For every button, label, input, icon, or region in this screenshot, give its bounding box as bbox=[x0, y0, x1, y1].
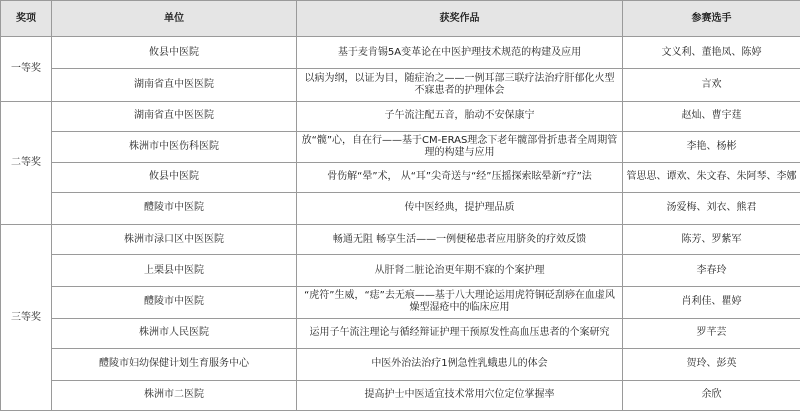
unit-cell: 株洲市二医院 bbox=[52, 380, 297, 410]
unit-cell: 攸县中医院 bbox=[52, 37, 297, 69]
table-row bbox=[1, 162, 800, 192]
work-cell: 畅通无阻 畅享生活——一例便秘患者应用脐灸的疗效反馈 bbox=[297, 225, 623, 255]
players-cell: 贺玲、彭英 bbox=[623, 348, 800, 380]
work-cell: 放“髋”心，自在行——基于CM-ERAS理念下老年髋部骨折患者全周期管理的构建与应用 bbox=[297, 131, 623, 162]
work-cell: 中医外治法治疗1例急性乳蛾患儿的体会 bbox=[297, 348, 623, 380]
players-cell: 管思思、谭欢、朱文春、朱阿琴、李娜 bbox=[623, 162, 800, 192]
table-row bbox=[1, 225, 800, 255]
table-row bbox=[1, 69, 800, 101]
unit-cell: 醴陵市妇幼保健计划生育服务中心 bbox=[52, 348, 297, 380]
prize-third: 三等奖 bbox=[1, 225, 52, 411]
table-row bbox=[1, 287, 800, 318]
table-row bbox=[1, 101, 800, 131]
work-cell: 提高护士中医适宜技术常用穴位定位掌握率 bbox=[297, 380, 623, 410]
work-cell: “虎符”生威，“痣”去无痕——基于八大理论运用虎符铜砭刮痧在血虚风燥型湿疮中的临床应用 bbox=[297, 287, 623, 318]
header-work: 获奖作品 bbox=[297, 1, 623, 37]
work-cell: 基于麦肯锡5A变革论在中医护理技术规范的构建及应用 bbox=[297, 37, 623, 69]
header-players: 参赛选手 bbox=[623, 1, 800, 37]
work-cell: 从肝肾二脏论治更年期不寐的个案护理 bbox=[297, 255, 623, 287]
players-cell: 李春玲 bbox=[623, 255, 800, 287]
players-cell: 罗芊芸 bbox=[623, 318, 800, 348]
players-cell: 肖利佳、瞿婷 bbox=[623, 287, 800, 318]
unit-cell: 醴陵市中医院 bbox=[52, 192, 297, 224]
header-unit: 单位 bbox=[52, 1, 297, 37]
work-cell: 运用子午流注理论与循经辩证护理干预原发性高血压患者的个案研究 bbox=[297, 318, 623, 348]
work-cell: 骨伤解“晕”术， 从“耳”尖奇送与“经”压摇探索眩晕新“疗”法 bbox=[297, 162, 623, 192]
table-row bbox=[1, 37, 800, 69]
table-row bbox=[1, 131, 800, 162]
unit-cell: 株洲市人民医院 bbox=[52, 318, 297, 348]
work-cell: 以病为纲，以证为目，随症治之——一例耳部三联疗法治疗肝郁化火型不寐患者的护理体会 bbox=[297, 69, 623, 101]
prize-second: 二等奖 bbox=[1, 101, 52, 224]
unit-cell: 湖南省直中医医院 bbox=[52, 69, 297, 101]
table-row bbox=[1, 255, 800, 287]
unit-cell: 上栗县中医院 bbox=[52, 255, 297, 287]
work-cell: 传中医经典，提护理品质 bbox=[297, 192, 623, 224]
players-cell: 汤爱梅、刘衣、熊君 bbox=[623, 192, 800, 224]
unit-cell: 醴陵市中医院 bbox=[52, 287, 297, 318]
table-row bbox=[1, 192, 800, 224]
players-cell: 陈芳、罗紫军 bbox=[623, 225, 800, 255]
unit-cell: 株洲市渌口区中医医院 bbox=[52, 225, 297, 255]
players-cell: 文义利、董艳凤、陈婷 bbox=[623, 37, 800, 69]
table-row bbox=[1, 348, 800, 380]
table-row bbox=[1, 380, 800, 410]
header-prize: 奖项 bbox=[1, 1, 52, 37]
work-cell: 子午流注配五音，胎动不安保康宁 bbox=[297, 101, 623, 131]
unit-cell: 株洲市中医伤科医院 bbox=[52, 131, 297, 162]
table-row bbox=[1, 318, 800, 348]
players-cell: 余欣 bbox=[623, 380, 800, 410]
unit-cell: 湖南省直中医医院 bbox=[52, 101, 297, 131]
players-cell: 言欢 bbox=[623, 69, 800, 101]
prize-first: 一等奖 bbox=[1, 37, 52, 102]
unit-cell: 攸县中医院 bbox=[52, 162, 297, 192]
header-row bbox=[1, 1, 800, 37]
players-cell: 赵灿、曹宇莛 bbox=[623, 101, 800, 131]
players-cell: 李艳、杨彬 bbox=[623, 131, 800, 162]
